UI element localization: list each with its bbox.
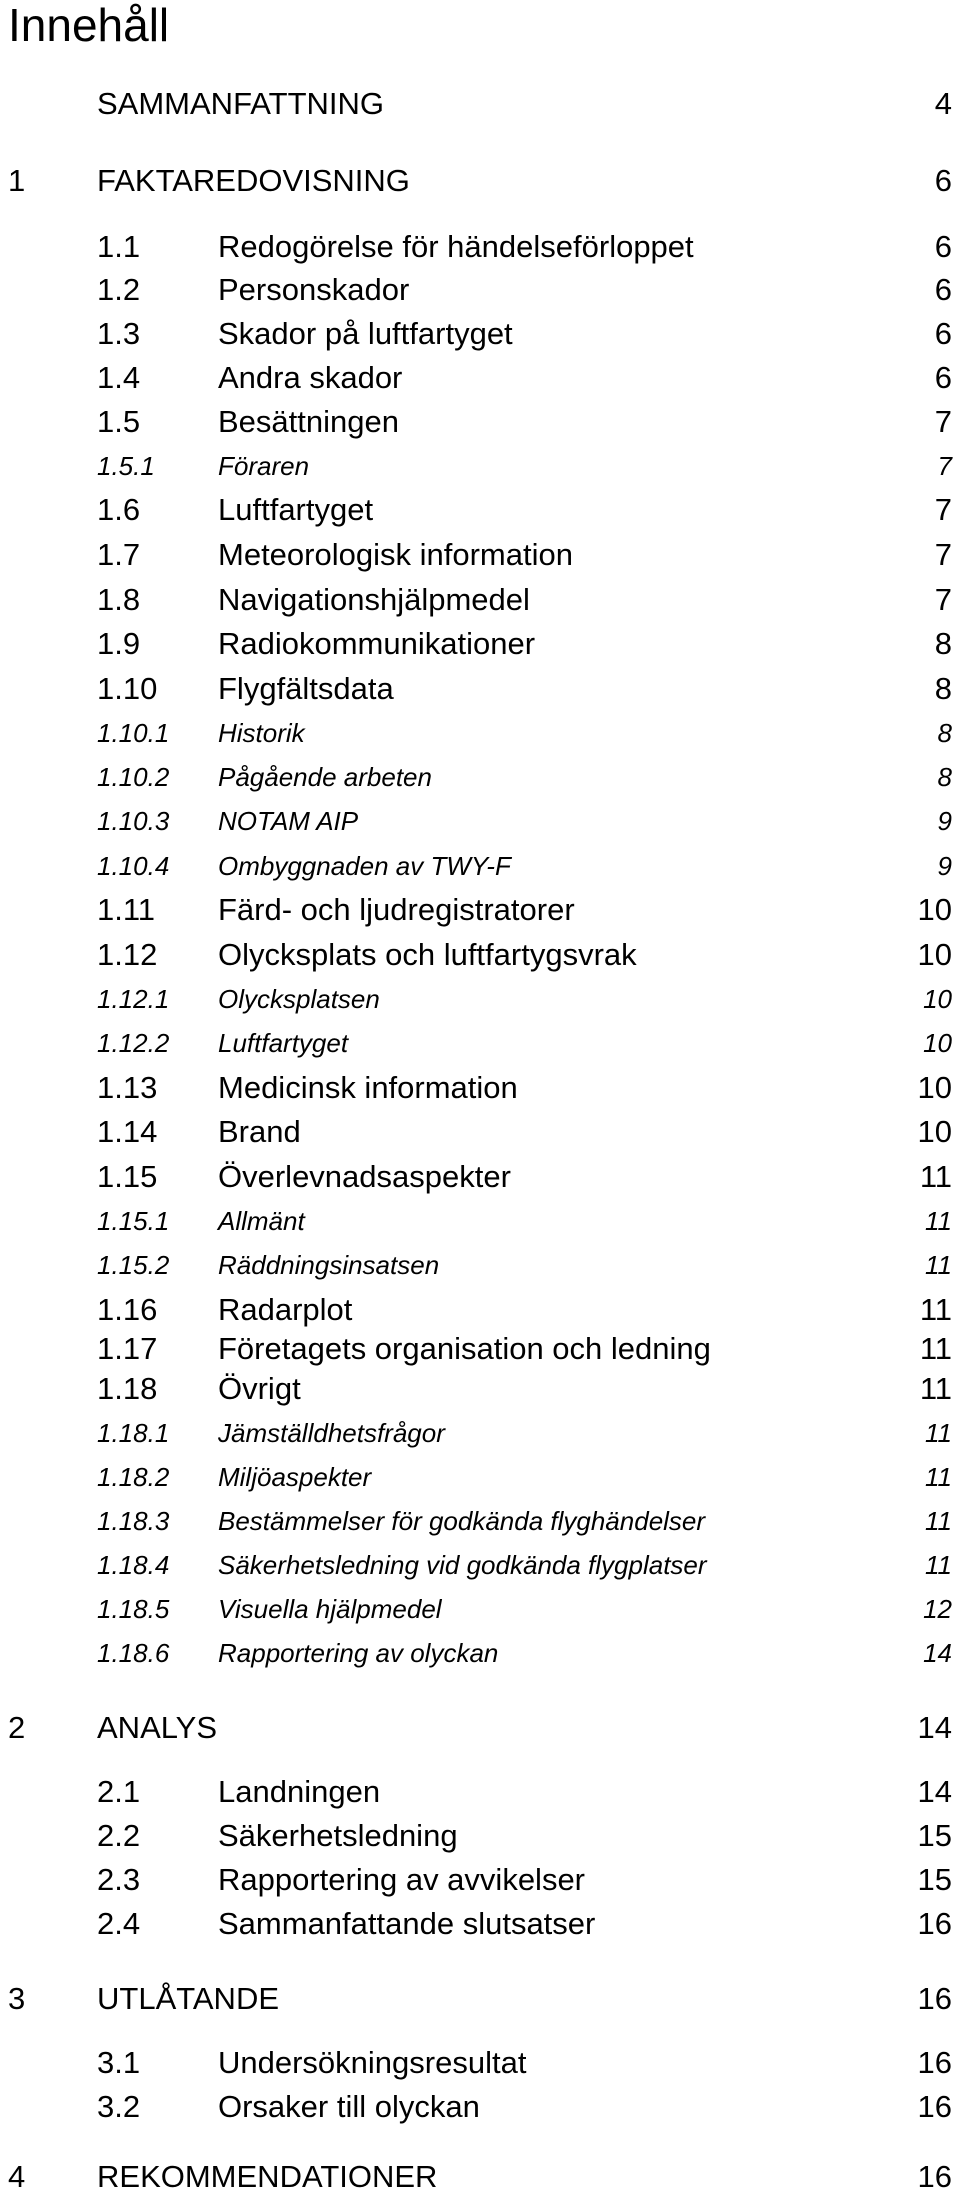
toc-entry-number: 1.3	[97, 316, 141, 351]
toc-entry-title: Flygfältsdata	[218, 671, 394, 706]
toc-entry-title: Navigationshjälpmedel	[218, 582, 530, 617]
toc-entry-number: 1.17	[97, 1331, 158, 1366]
toc-entry-title: Luftfartyget	[218, 1028, 349, 1058]
toc-entry-number: 1.18.5	[97, 1594, 170, 1624]
toc-entry-page: 10	[917, 937, 952, 972]
toc-entry-title: Luftfartyget	[218, 492, 374, 527]
toc-entry-title: Besättningen	[218, 404, 399, 439]
toc-entry-page: 8	[934, 626, 952, 661]
toc-entry-title: Undersökningsresultat	[218, 2045, 527, 2080]
toc-entry-number: 1.9	[97, 626, 141, 661]
toc-entry-title: Skador på luftfartyget	[218, 316, 513, 351]
toc-entry-number: 1	[8, 163, 26, 198]
toc-entry-number: 1.8	[97, 582, 141, 617]
toc-entry-number: 2	[8, 1710, 26, 1745]
toc-entry-number: 1.18	[97, 1371, 158, 1406]
toc-entry-page: 7	[934, 404, 952, 439]
toc-entry-title: Ombyggnaden av TWY-F	[218, 851, 511, 881]
toc-entry-title: Bestämmelser för godkända flyghändelser	[218, 1506, 706, 1536]
toc-entry[interactable]	[0, 933, 960, 977]
toc-entry[interactable]	[0, 1587, 960, 1631]
toc-entry-page: 11	[925, 1250, 952, 1280]
toc-entry-number: 1.12	[97, 937, 158, 972]
toc-entry[interactable]	[0, 1455, 960, 1499]
toc-entry-page: 10	[923, 1028, 952, 1058]
toc-entry[interactable]	[0, 2085, 960, 2129]
toc-entry-page: 12	[923, 1594, 952, 1624]
toc-entry[interactable]	[0, 1411, 960, 1455]
toc-entry-number: 1.2	[97, 272, 141, 307]
toc-entry-page: 11	[925, 1418, 952, 1448]
toc-entry-number: 1.18.3	[97, 1506, 170, 1536]
toc-entry-number: 1.1	[97, 229, 141, 264]
toc-entry-page: 11	[919, 1371, 952, 1406]
toc-entry-page: 11	[925, 1506, 952, 1536]
toc-entry-page: 9	[937, 851, 952, 881]
toc-entry-page: 7	[934, 582, 952, 617]
toc-entry-number: 1.18.2	[97, 1462, 170, 1492]
toc-entry[interactable]	[0, 356, 960, 400]
toc-entry[interactable]	[0, 1155, 960, 1199]
toc-entry-title: Meteorologisk information	[218, 537, 573, 572]
toc-entry-title: Jämställdhetsfrågor	[218, 1418, 445, 1448]
toc-entry-title: Övrigt	[218, 1371, 301, 1406]
toc-entry-page: 10	[917, 1114, 952, 1149]
toc-entry[interactable]	[0, 268, 960, 312]
toc-entry-title: SAMMANFATTNING	[97, 86, 385, 121]
toc-entry[interactable]	[0, 711, 960, 755]
toc-entry[interactable]	[0, 1977, 960, 2021]
toc-entry-page: 15	[917, 1818, 952, 1853]
toc-entry-page: 7	[934, 492, 952, 527]
toc-entry[interactable]	[0, 1499, 960, 1543]
toc-entry-page: 7	[934, 537, 952, 572]
toc-entry-title: Säkerhetsledning	[218, 1818, 458, 1853]
toc-entry-title: Föraren	[218, 451, 310, 481]
toc-entry[interactable]	[0, 622, 960, 666]
toc-entry-number: 2.2	[97, 1818, 141, 1853]
toc-entry-number: 4	[8, 2159, 26, 2194]
toc-entry-page: 16	[917, 1981, 952, 2016]
toc-entry-page: 8	[937, 762, 952, 792]
toc-entry-title: Överlevnadsaspekter	[218, 1159, 511, 1194]
toc-entry-title: Personskador	[218, 272, 410, 307]
toc-entry-page: 9	[937, 806, 952, 836]
toc-entry-number: 2.1	[97, 1774, 141, 1809]
toc-entry[interactable]	[0, 82, 960, 126]
toc-entry-title: Rapportering av olyckan	[218, 1638, 499, 1668]
toc-entry-number: 1.7	[97, 537, 141, 572]
toc-entry-number: 1.15.2	[97, 1250, 170, 1280]
toc-entry-number: 1.6	[97, 492, 141, 527]
toc-entry-page: 11	[925, 1462, 952, 1492]
toc-entry-page: 11	[925, 1550, 952, 1580]
toc-entry[interactable]	[0, 488, 960, 532]
toc-entry-page: 11	[919, 1331, 952, 1366]
toc-entry[interactable]	[0, 1706, 960, 1750]
toc-entry-number: 1.12.2	[97, 1028, 170, 1058]
toc-entry[interactable]	[0, 1367, 960, 1411]
toc-entry-title: FAKTAREDOVISNING	[97, 163, 410, 198]
toc-entry[interactable]	[0, 1543, 960, 1587]
toc-entry-title: Visuella hjälpmedel	[218, 1594, 442, 1624]
toc-entry-number: 1.11	[97, 892, 156, 927]
toc-entry-title: Olycksplats och luftfartygsvrak	[218, 937, 637, 972]
toc-entry-page: 14	[917, 1774, 952, 1809]
toc-entry-title: REKOMMENDATIONER	[97, 2159, 438, 2194]
toc-entry-number: 2.4	[97, 1906, 141, 1941]
toc-entry-title: Andra skador	[218, 360, 403, 395]
toc-entry[interactable]	[0, 225, 960, 269]
toc-entry-page: 6	[934, 163, 952, 198]
toc-entry-page: 11	[919, 1292, 952, 1327]
toc-entry[interactable]	[0, 1631, 960, 1675]
toc-entry-number: 1.10.4	[97, 851, 170, 881]
toc-entry-page: 6	[934, 360, 952, 395]
toc-entry[interactable]	[0, 799, 960, 843]
toc-entry-page: 16	[917, 2045, 952, 2080]
toc-entry-title: UTLÅTANDE	[97, 1981, 280, 2016]
toc-entry[interactable]	[0, 533, 960, 577]
page-title: Innehåll	[8, 0, 170, 51]
toc-entry-title: Olycksplatsen	[218, 984, 380, 1014]
toc-entry-number: 3.1	[97, 2045, 141, 2080]
toc-entry-page: 16	[917, 1906, 952, 1941]
toc-entry-title: Pågående arbeten	[218, 762, 432, 792]
toc-entry-number: 1.15.1	[97, 1206, 170, 1236]
toc-entry-page: 4	[934, 86, 952, 121]
toc-entry-title: Historik	[218, 718, 305, 748]
toc-entry-title: Allmänt	[218, 1206, 305, 1236]
toc-entry[interactable]	[0, 1902, 960, 1946]
toc-entry-number: 1.12.1	[97, 984, 170, 1014]
toc-entry-title: Säkerhetsledning vid godkända flygplatser	[218, 1550, 707, 1580]
toc-entry-number: 1.10.2	[97, 762, 170, 792]
toc-entry-number: 1.18.6	[97, 1638, 170, 1668]
toc-entry-page: 6	[934, 229, 952, 264]
toc-entry-page: 6	[934, 272, 952, 307]
toc-entry[interactable]	[0, 1066, 960, 1110]
toc-entry-page: 11	[919, 1159, 952, 1194]
toc-entry-number: 1.14	[97, 1114, 158, 1149]
toc-entry-page: 14	[917, 1710, 952, 1745]
toc-entry-number: 1.10.3	[97, 806, 170, 836]
toc-entry-page: 14	[923, 1638, 952, 1668]
toc-entry-number: 1.10	[97, 671, 158, 706]
toc-entry-title: Brand	[218, 1114, 301, 1149]
toc-entry-title: Landningen	[218, 1774, 381, 1809]
toc-entry[interactable]	[0, 844, 960, 888]
toc-entry[interactable]	[0, 1814, 960, 1858]
toc-entry-title: NOTAM AIP	[218, 806, 359, 836]
toc-entry-number: 2.3	[97, 1862, 141, 1897]
toc-entry-title: Sammanfattande slutsatser	[218, 1906, 596, 1941]
toc-entry-title: Redogörelse för händelseförloppet	[218, 229, 694, 264]
toc-entry-title: Orsaker till olyckan	[218, 2089, 480, 2124]
toc-entry-number: 1.5.1	[97, 451, 155, 481]
toc-entry[interactable]	[0, 755, 960, 799]
toc-entry-number: 1.16	[97, 1292, 158, 1327]
toc-entry-number: 1.4	[97, 360, 141, 395]
toc-entry[interactable]	[0, 1110, 960, 1154]
toc-entry-page: 8	[934, 671, 952, 706]
toc-entry[interactable]	[0, 2041, 960, 2085]
toc-entry-page: 6	[934, 316, 952, 351]
toc-entry-number: 1.13	[97, 1070, 158, 1105]
toc-entry[interactable]	[0, 1770, 960, 1814]
toc-entry-page: 7	[937, 451, 952, 481]
toc-entry-title: Radarplot	[218, 1292, 353, 1327]
toc-entry[interactable]	[0, 1327, 960, 1371]
toc-entry-number: 3.2	[97, 2089, 141, 2124]
toc-entry-page: 10	[917, 1070, 952, 1105]
toc-entry-page: 10	[923, 984, 952, 1014]
toc-entry-number: 1.18.4	[97, 1550, 170, 1580]
toc-entry-title: Radiokommunikationer	[218, 626, 536, 661]
toc-entry-page: 11	[925, 1206, 952, 1236]
toc-entry-page: 16	[917, 2089, 952, 2124]
toc-entry-number: 3	[8, 1981, 26, 2016]
toc-entry-page: 16	[917, 2159, 952, 2194]
toc-entry[interactable]	[0, 1199, 960, 1243]
toc-entry-number: 1.5	[97, 404, 141, 439]
toc-entry[interactable]	[0, 667, 960, 711]
toc-entry-number: 1.10.1	[97, 718, 170, 748]
toc-entry[interactable]	[0, 1243, 960, 1287]
toc-entry-page: 15	[917, 1862, 952, 1897]
toc-entry[interactable]	[0, 2155, 960, 2199]
toc-entry-number: 1.18.1	[97, 1418, 170, 1448]
toc-entry-page: 8	[937, 718, 952, 748]
toc-entry[interactable]	[0, 977, 960, 1021]
toc-entry-title: ANALYS	[97, 1710, 218, 1745]
toc-entry-page: 10	[917, 892, 952, 927]
toc-entry[interactable]	[0, 444, 960, 488]
toc-entry-title: Rapportering av avvikelser	[218, 1862, 586, 1897]
toc-entry-number: 1.15	[97, 1159, 158, 1194]
toc-entry-title: Miljöaspekter	[218, 1462, 372, 1492]
toc-entry[interactable]	[0, 578, 960, 622]
toc-entry[interactable]	[0, 159, 960, 203]
toc-entry[interactable]	[0, 400, 960, 444]
toc-entry[interactable]	[0, 1288, 960, 1332]
toc-entry-title: Räddningsinsatsen	[218, 1250, 440, 1280]
toc-entry-title: Medicinsk information	[218, 1070, 518, 1105]
toc-entry-title: Färd- och ljudregistratorer	[218, 892, 575, 927]
toc-entry-title: Företagets organisation och ledning	[218, 1331, 711, 1366]
toc-entry[interactable]	[0, 312, 960, 356]
toc-entry[interactable]	[0, 1021, 960, 1065]
toc-entry[interactable]	[0, 888, 960, 932]
toc-entry[interactable]	[0, 1858, 960, 1902]
